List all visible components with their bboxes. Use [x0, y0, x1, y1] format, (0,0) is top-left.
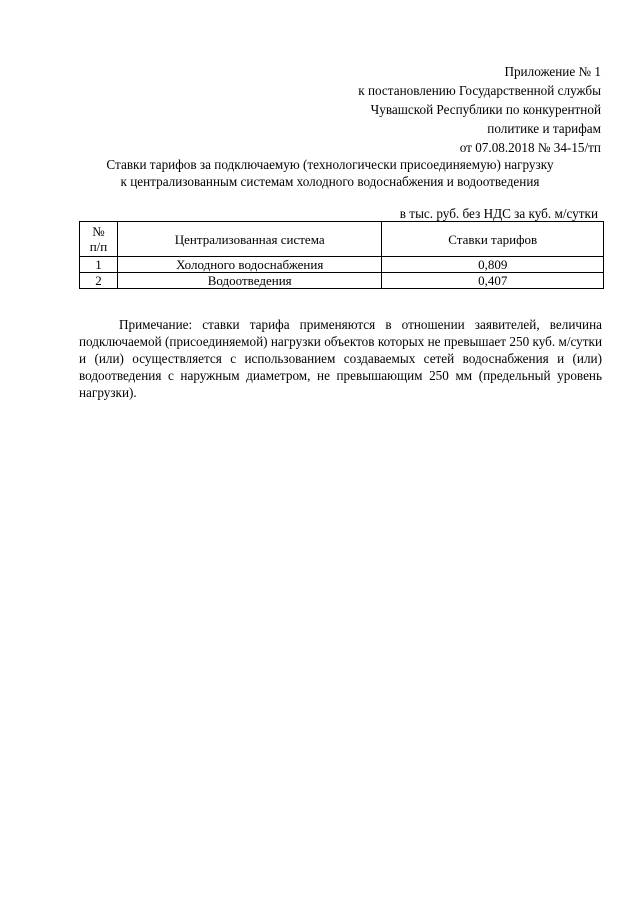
note-paragraph: Примечание: ставки тарифа применяются в отношении заявителей, величина подключаемой (присоединяемой) нагрузки объектов которых не превышает 250 куб. м/сутки и (или) осуществляется с использованием создаваемых сетей водоснабжения и (или) водоотведения с наружным диаметром, не превышающим 250 мм (предельный уровень нагрузки). — [79, 317, 602, 401]
document-title — [80, 156, 580, 190]
appendix-block — [301, 62, 601, 157]
row-system: Водоотведения — [117, 273, 382, 289]
row-number: 2 — [80, 273, 118, 289]
header-number — [80, 222, 118, 257]
header-system: Централизованная система — [117, 222, 382, 257]
appendix-line: политике и тарифам — [487, 121, 601, 136]
header-rate: Ставки тарифов — [382, 222, 604, 257]
tariff-table — [79, 221, 604, 289]
appendix-number: Приложение № 1 — [504, 64, 601, 79]
title-line-2: к централизованным системам холодного водоснабжения и водоотведения — [120, 174, 540, 189]
row-rate: 0,407 — [382, 273, 604, 289]
units-note: в тыс. руб. без НДС за куб. м/сутки — [399, 206, 598, 221]
table-header-row — [80, 222, 604, 257]
header-number-abbr: п/п — [89, 239, 108, 254]
row-rate: 0,809 — [382, 257, 604, 273]
appendix-date: от 07.08.2018 № 34-15/тп — [459, 140, 601, 155]
header-number-symbol: № — [92, 224, 105, 239]
appendix-line: к постановлению Государственной службы — [358, 83, 601, 98]
title-line-1: Ставки тарифов за подключаемую (технологически присоединяемую) нагрузку — [106, 157, 554, 172]
appendix-line: Чувашской Республики по конкурентной — [370, 102, 601, 117]
row-number: 1 — [80, 257, 118, 273]
table-row — [80, 257, 604, 273]
table-row — [80, 273, 604, 289]
row-system: Холодного водоснабжения — [117, 257, 382, 273]
